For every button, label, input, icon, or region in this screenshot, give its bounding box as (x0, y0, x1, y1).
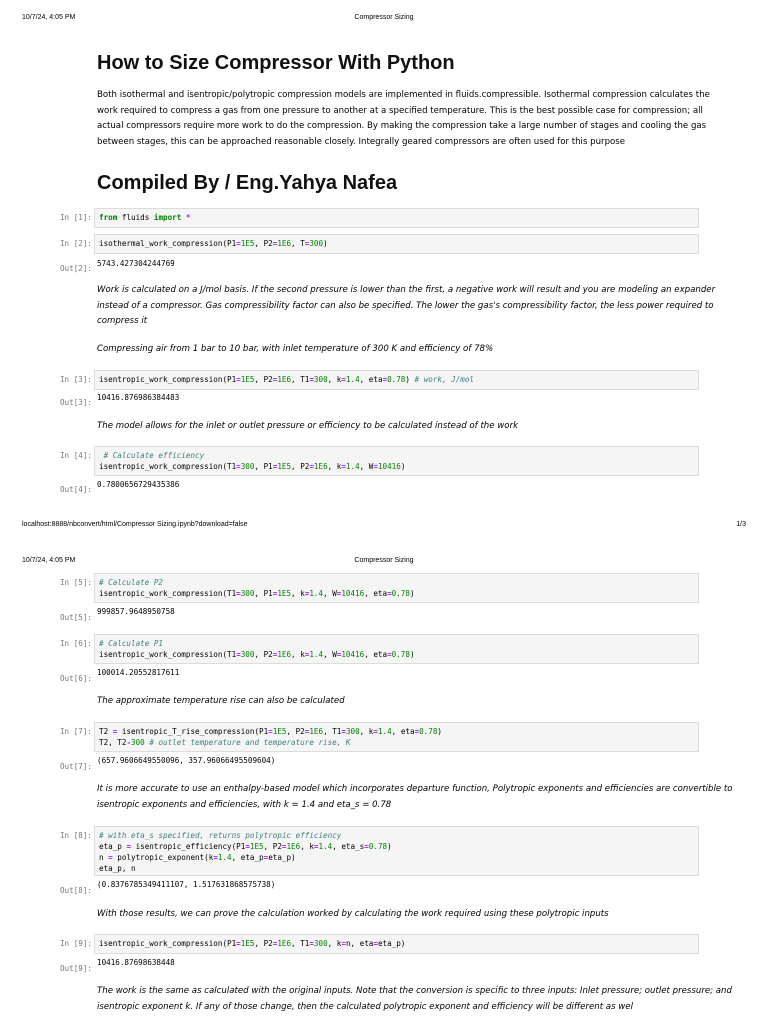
md-line: compress it (97, 316, 148, 326)
intro-line: actual compressors require more work to do the compression. By making the compression take a large number of stages and cooling the gas (97, 121, 707, 131)
input-prompt: In [3]: (59, 375, 92, 384)
print-date: 10/7/24, 4:05 PM (22, 557, 76, 564)
code-line: T2 = isentropic_T_rise_compression(P1=1E5, P2=1E6, T1=300, k=1.4, eta=0.78) (99, 727, 442, 736)
cell-output: 10416.87698638448 (97, 958, 175, 967)
code-line: from fluids import * (99, 213, 191, 222)
markdown-prove: With those results, we can prove the calculation worked by calculating the work required using these polytropic inputs (97, 909, 609, 919)
input-prompt: In [4]: (59, 451, 92, 460)
output-prompt: Out[5]: (59, 613, 92, 622)
cell-output: 999857.9648950758 (97, 607, 175, 616)
code-cell[interactable] (94, 722, 699, 752)
print-url: localhost:8888/nbconvert/html/Compressor Sizing.ipynb?download=false (22, 521, 248, 528)
author-heading: Compiled By / Eng.Yahya Nafea (97, 172, 398, 194)
md-line: The work is the same as calculated with the original inputs. Note that the conversion is specific to three inputs: Inlet pressure; outlet pressure; and (97, 986, 732, 996)
markdown-compressing-air: Compressing air from 1 bar to 10 bar, with inlet temperature of 300 K and efficiency of 78% (97, 344, 494, 354)
print-title: Compressor Sizing (354, 14, 414, 21)
cell-output: (0.8376785349411107, 1.517631868575738) (97, 880, 276, 889)
cell-output: (657.9606649550096, 357.96066495509604) (97, 756, 276, 765)
code-cell[interactable] (94, 573, 699, 603)
input-prompt: In [7]: (59, 727, 92, 736)
markdown-same-work (97, 984, 732, 1015)
code-line: isentropic_work_compression(T1=300, P1=1E5, k=1.4, W=10416, eta=0.78) (99, 589, 415, 598)
code-cell[interactable] (94, 446, 699, 476)
print-title: Compressor Sizing (354, 557, 414, 564)
input-prompt: In [6]: (59, 639, 92, 648)
code-line: eta_p, n (99, 864, 136, 873)
code-cell[interactable] (94, 208, 699, 228)
md-line: instead of a compressor. Gas compressibility factor can also be specified. The lower the gas's compressibility factor, the less power required to (97, 300, 714, 311)
code-comment: # Calculate efficiency (99, 451, 205, 460)
code-cell[interactable] (94, 934, 699, 954)
intro-line: Both isothermal and isentropic/polytropic compression models are implemented in fluids.compressible. Isothermal compression calculates the (97, 90, 710, 100)
page-number: 1/3 (736, 521, 746, 528)
input-prompt: In [9]: (59, 939, 92, 948)
code-comment: # with eta_s specified, returns polytropic efficiency (99, 831, 342, 840)
code-cell[interactable] (94, 370, 699, 390)
code-line: eta_p = isentropic_efficiency(P1=1E5, P2=1E6, k=1.4, eta_s=0.78) (99, 842, 392, 851)
page-title: How to Size Compressor With Python (97, 52, 455, 74)
md-line: Work is calculated on a J/mol basis. If the second pressure is lower than the first, a negative work will result and you are modeling an expander (97, 285, 716, 295)
code-cell[interactable] (94, 234, 699, 254)
intro-paragraph (97, 88, 710, 150)
markdown-model-allows: The model allows for the inlet or outlet pressure or efficiency to be calculated instead of the work (97, 421, 519, 431)
output-prompt: Out[8]: (59, 886, 92, 895)
code-line: isentropic_work_compression(P1=1E5, P2=1E6, T1=300, k=n, eta=eta_p) (99, 939, 406, 948)
input-prompt: In [8]: (59, 831, 92, 840)
code-cell[interactable] (94, 826, 699, 876)
md-line: isentropic exponent k. If any of those change, then the calculated polytropic exponent and efficiency will be different as wel (97, 1001, 633, 1012)
code-line: n = polytropic_exponent(k=1.4, eta_p=eta_p) (99, 853, 296, 862)
intro-line: between stages, this can be approached reasonable closely. Integrally geared compressors are often used for this purpose (97, 136, 626, 147)
print-date: 10/7/24, 4:05 PM (22, 14, 76, 21)
code-line: isothermal_work_compression(P1=1E5, P2=1E6, T=300) (99, 239, 328, 248)
input-prompt: In [1]: (59, 213, 92, 222)
cell-output: 5743.427304244769 (97, 259, 175, 268)
intro-line: work required to compress a gas from one pressure to another at a specified temperature. This is the best possible case for compression; all (97, 105, 703, 116)
input-prompt: In [5]: (59, 578, 92, 587)
code-line: isentropic_work_compression(T1=300, P1=1E5, P2=1E6, k=1.4, W=10416) (99, 462, 406, 471)
code-comment: # Calculate P1 (99, 639, 164, 648)
md-line: isentropic exponents and efficiencies, with k = 1.4 and eta_s = 0.78 (97, 799, 392, 810)
output-prompt: Out[6]: (59, 674, 92, 683)
output-prompt: Out[3]: (59, 398, 92, 407)
code-line: isentropic_work_compression(T1=300, P2=1E6, k=1.4, W=10416, eta=0.78) (99, 650, 415, 659)
code-line: isentropic_work_compression(P1=1E5, P2=1E6, T1=300, k=1.4, eta=0.78) # work, J/mol (99, 375, 474, 384)
markdown-work-basis (97, 283, 716, 330)
cell-output: 10416.876986384483 (97, 393, 180, 402)
md-line: It is more accurate to use an enthalpy-based model which incorporates departure function, Polytropic exponents and efficiencies are convertible to (97, 784, 733, 794)
cell-output: 0.7800656729435386 (97, 480, 180, 489)
markdown-temp-rise: The approximate temperature rise can also be calculated (97, 696, 345, 706)
output-prompt: Out[9]: (59, 964, 92, 973)
output-prompt: Out[2]: (59, 264, 92, 273)
cell-output: 100014.20552817611 (97, 668, 180, 677)
output-prompt: Out[4]: (59, 485, 92, 494)
page-break (0, 543, 768, 544)
code-line: T2, T2-300 # outlet temperature and temperature rise, K (99, 738, 351, 747)
input-prompt: In [2]: (59, 239, 92, 248)
output-prompt: Out[7]: (59, 762, 92, 771)
markdown-enthalpy (97, 782, 733, 813)
code-comment: # Calculate P2 (99, 578, 164, 587)
code-cell[interactable] (94, 634, 699, 664)
